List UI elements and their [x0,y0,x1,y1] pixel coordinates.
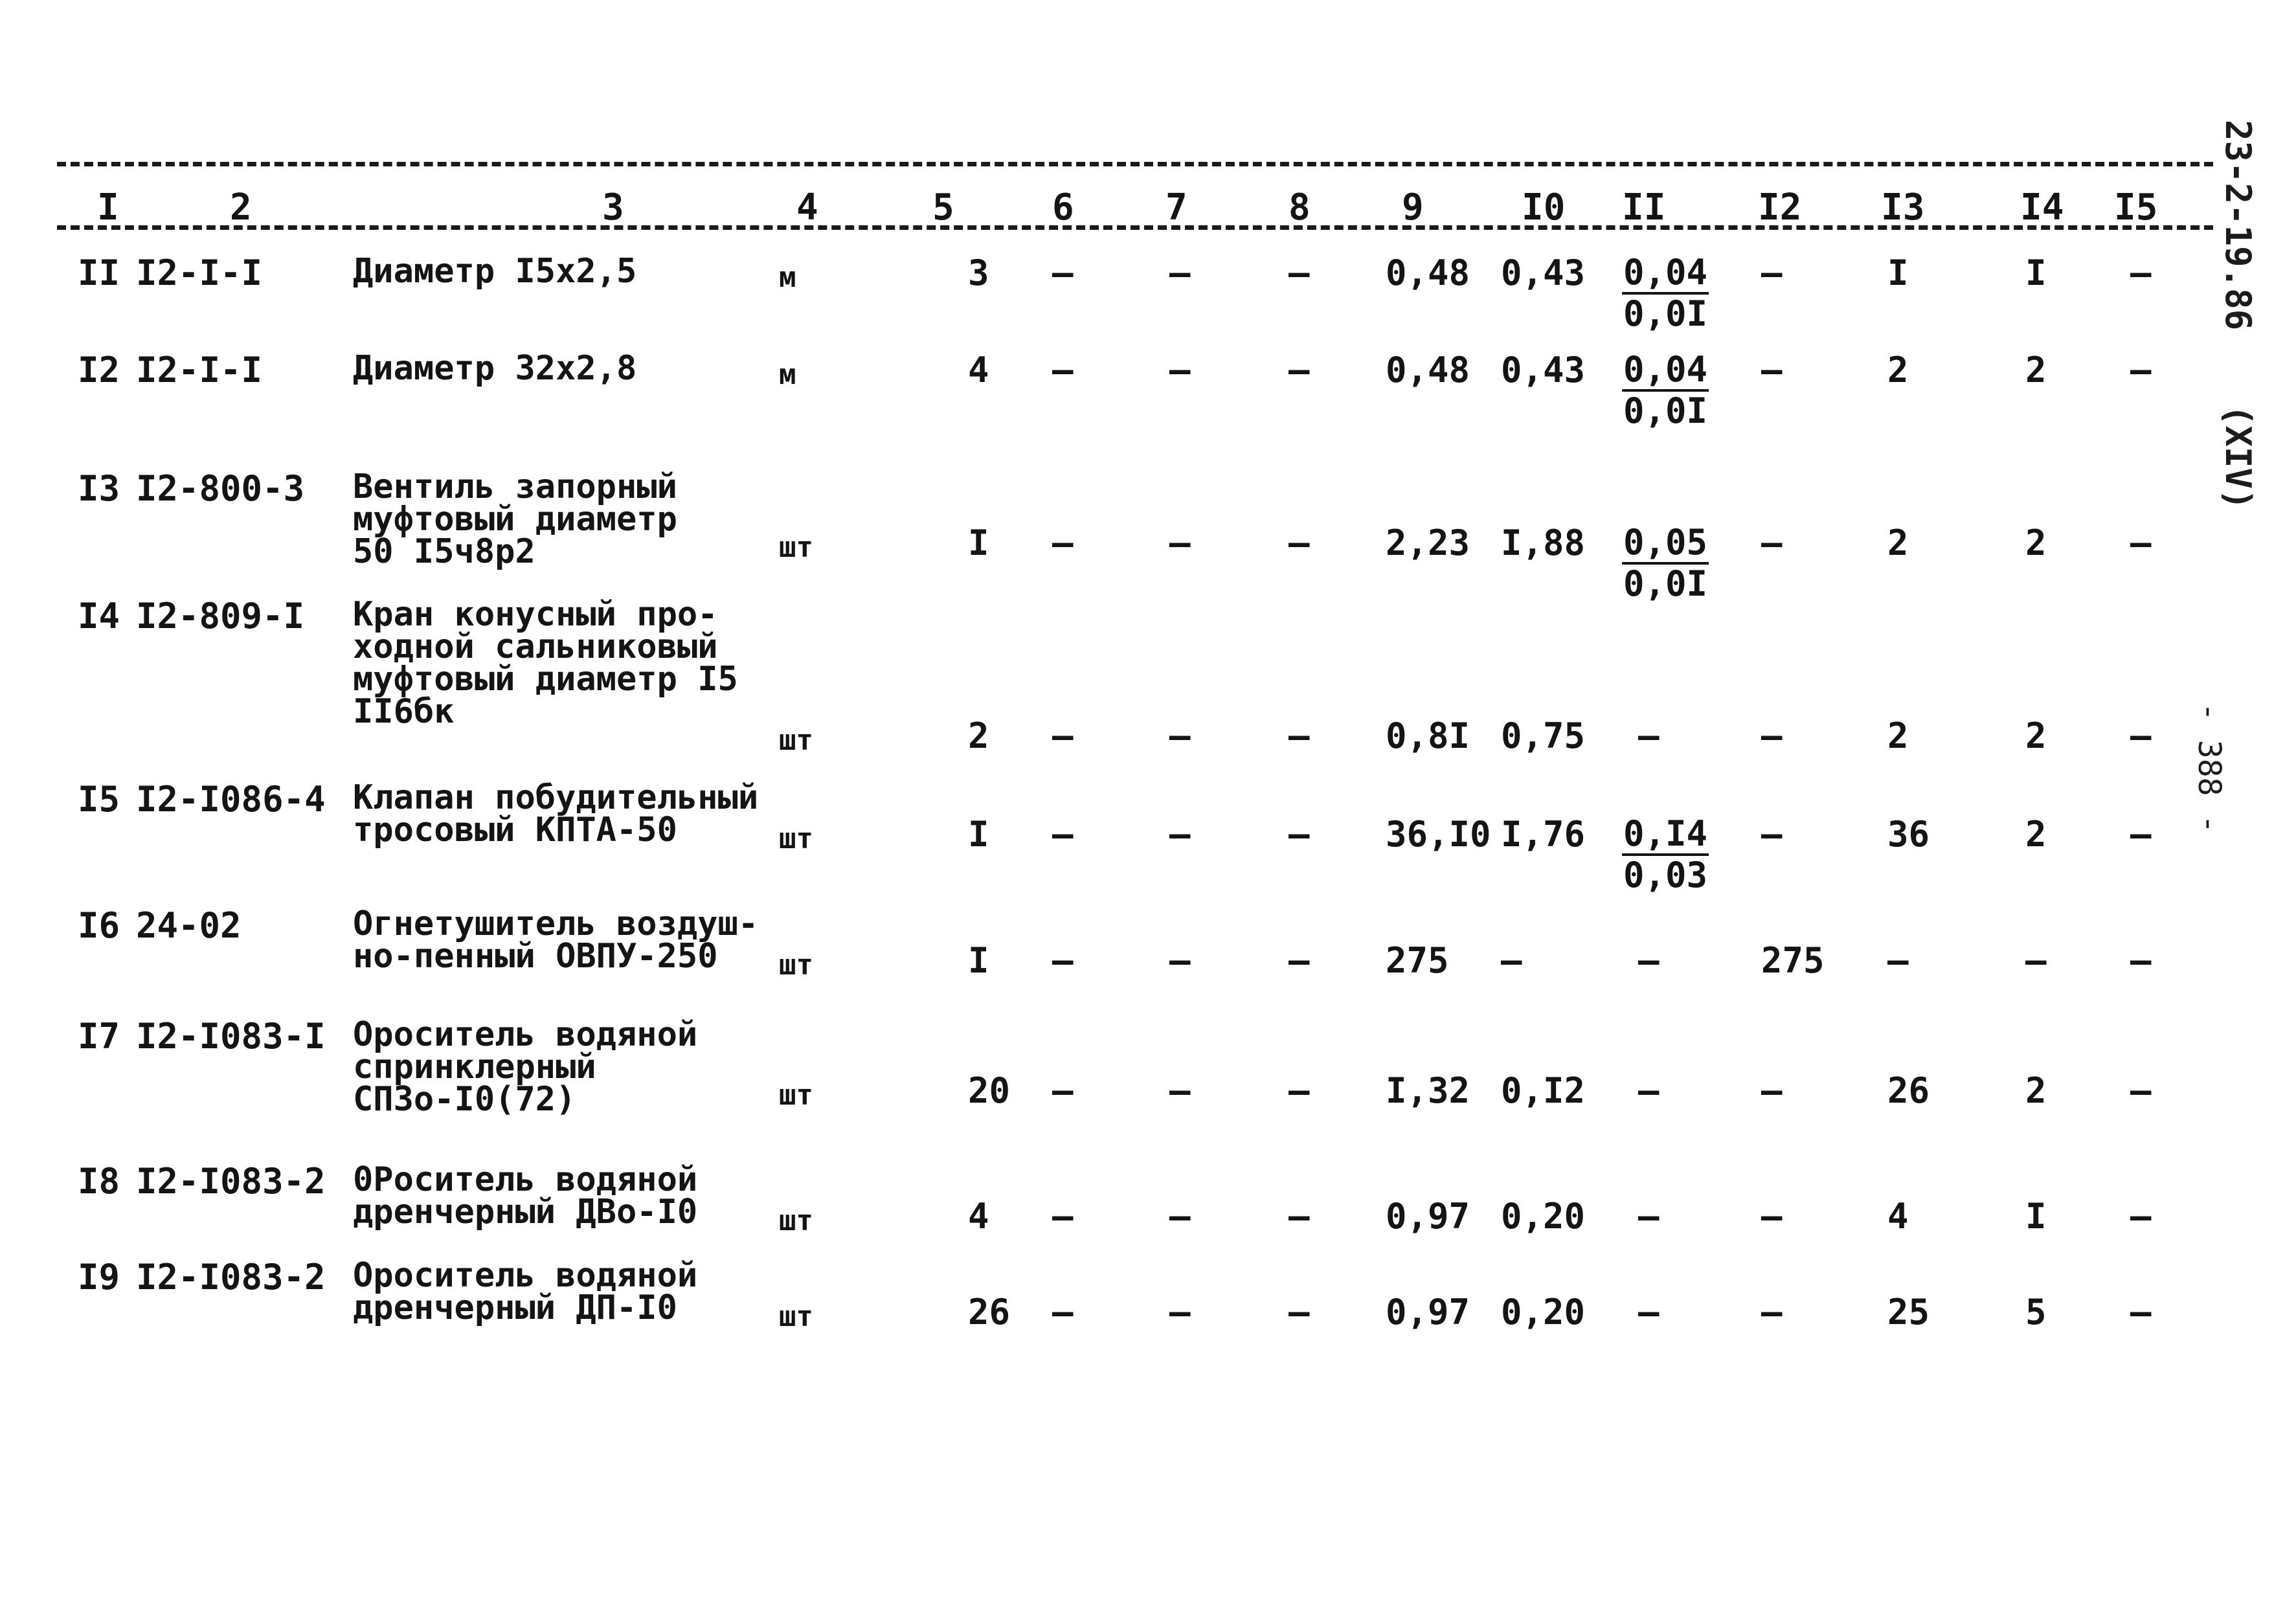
value-c9: 0,97 [1386,1292,1470,1332]
value-c10: 0,43 [1501,253,1586,293]
value-c15: – [2130,940,2152,981]
value-c10: – [1501,940,1522,981]
item-name-line: дренчерный ДП-I0 [353,1288,677,1327]
value-c7: – [1169,715,1191,756]
row-number: I7 [78,1016,120,1057]
item-name [353,595,738,731]
value-c8: – [1289,253,1310,293]
value-c8: – [1289,350,1310,390]
value-c11: – [1638,940,1660,981]
value-c12: – [1761,1292,1783,1332]
value-c9: 0,48 [1386,350,1470,390]
item-name-line: 0Роситель водяной [353,1160,698,1199]
value-c15: – [2130,253,2152,293]
value-c14: I [2025,1196,2047,1237]
margin-date: 23-2-19.86 [2218,120,2258,331]
value-c8: – [1289,814,1310,855]
value-c14: 2 [2025,350,2047,390]
value-c11-fraction [1622,253,1709,334]
item-name [353,905,759,976]
unit: шт [779,1079,813,1112]
value-c8: – [1289,1292,1310,1332]
value-c13: 36 [1887,814,1930,855]
value-c15: – [2130,1196,2152,1237]
unit: м [779,261,796,294]
item-name-line: Кран конусный про- [353,595,718,634]
value-c10: I,88 [1501,523,1586,563]
fraction-denominator: 0,0I [1623,293,1708,335]
value-c12: – [1761,253,1783,293]
unit: шт [779,822,813,855]
value-c7: – [1169,1070,1191,1111]
column-header-11: II [1622,186,1666,229]
value-c5: 2 [968,715,989,756]
value-c6: – [1052,940,1074,981]
value-c15: – [2130,350,2152,390]
value-c14: 2 [2025,1070,2047,1111]
value-c10: 0,75 [1501,715,1586,756]
value-c5: I [968,814,989,855]
value-c15: – [2130,523,2152,563]
value-c6: – [1052,350,1074,390]
item-name-line: Диаметр 32x2,8 [353,349,637,388]
margin-page: - 388 - [2191,702,2227,834]
column-header-1: I [97,186,119,229]
value-c11: – [1638,1070,1660,1111]
value-c5: 20 [968,1070,1011,1111]
value-c5: 26 [968,1292,1011,1332]
rate-code: I2-I086-4 [136,779,326,820]
item-name-line: муфтовый диаметр I5 [353,659,738,699]
value-c5: I [968,940,989,981]
unit: м [779,358,796,391]
value-c11-fraction [1622,523,1709,604]
column-header-8: 8 [1289,186,1311,229]
value-c9: 2,23 [1386,523,1470,563]
column-header-6: 6 [1052,186,1074,229]
unit: шт [779,1204,813,1237]
item-name [353,1256,698,1327]
column-header-12: I2 [1758,186,1802,229]
value-c15: – [2130,715,2152,756]
value-c12: – [1761,814,1783,855]
value-c6: – [1052,814,1074,855]
unit: шт [779,531,813,564]
row-number: I9 [78,1257,120,1298]
value-c11-fraction [1622,350,1709,431]
unit: шт [779,724,813,757]
value-c13: 2 [1887,523,1909,563]
value-c13: 25 [1887,1292,1930,1332]
item-name [353,252,637,291]
value-c10: I,76 [1501,814,1586,855]
value-c14: 5 [2025,1292,2047,1332]
rate-code: I2-I-I [136,253,263,293]
value-c15: – [2130,1292,2152,1332]
value-c10: 0,43 [1501,350,1586,390]
value-c15: – [2130,1070,2152,1111]
item-name [353,1015,698,1119]
value-c9: I,32 [1386,1070,1470,1111]
column-header-5: 5 [932,186,954,229]
value-c14: – [2025,940,2047,981]
value-c8: – [1289,715,1310,756]
item-name-line: Клапан побудительный [353,778,759,817]
item-name-line: Диаметр I5x2,5 [353,252,637,291]
row-number: I4 [78,596,120,636]
value-c7: – [1169,253,1191,293]
item-name-line: но-пенный ОВПУ-250 [353,936,718,976]
column-header-15: I5 [2114,186,2158,229]
value-c10: 0,20 [1501,1292,1586,1332]
fraction-numerator: 0,05 [1622,523,1709,565]
column-header-4: 4 [796,186,818,229]
value-c13: 4 [1887,1196,1909,1237]
value-c13: 2 [1887,350,1909,390]
value-c7: – [1169,1196,1191,1237]
value-c7: – [1169,940,1191,981]
value-c6: – [1052,523,1074,563]
unit: шт [779,949,813,982]
value-c9: 0,8I [1386,715,1470,756]
item-name [353,778,759,849]
value-c5: 3 [968,253,989,293]
table-top-rule [57,162,2213,166]
item-name-line: дренчерный ДВо-I0 [353,1192,698,1231]
item-name-line: спринклерный [353,1047,596,1086]
item-name-line: Ороситель водяной [353,1256,698,1295]
rate-code: 24-02 [136,905,242,946]
row-number: I3 [78,468,120,509]
column-header-7: 7 [1165,186,1187,229]
item-name-line: Ороситель водяной [353,1015,698,1054]
row-number: I5 [78,779,120,820]
value-c12: – [1761,1196,1783,1237]
rate-code: I2-I083-2 [136,1161,326,1202]
fraction-denominator: 0,0I [1623,563,1708,605]
value-c9: 0,97 [1386,1196,1470,1237]
unit: шт [779,1300,813,1333]
item-name [353,467,677,571]
column-header-13: I3 [1881,186,1925,229]
value-c12: – [1761,1070,1783,1111]
value-c8: – [1289,940,1310,981]
value-c6: – [1052,1070,1074,1111]
value-c13: – [1887,940,1909,981]
fraction-numerator: 0,04 [1622,350,1709,392]
value-c8: – [1289,1196,1310,1237]
value-c13: I [1887,253,1909,293]
item-name [353,349,637,388]
column-header-10: I0 [1522,186,1566,229]
column-header-9: 9 [1402,186,1424,229]
value-c11-fraction [1622,815,1709,895]
rate-code: I2-I083-2 [136,1257,326,1298]
item-name-line: муфтовый диаметр [353,499,677,539]
fraction-denominator: 0,03 [1623,855,1708,896]
value-c13: 26 [1887,1070,1930,1111]
rate-code: I2-I083-I [136,1016,326,1057]
value-c14: 2 [2025,523,2047,563]
value-c8: – [1289,523,1310,563]
value-c12: – [1761,523,1783,563]
fraction-denominator: 0,0I [1623,390,1708,432]
column-header-14: I4 [2020,186,2064,229]
value-c14: I [2025,253,2047,293]
value-c6: – [1052,1292,1074,1332]
value-c9: 36,I0 [1386,814,1491,855]
value-c6: – [1052,1196,1074,1237]
item-name-line: СПЗо-I0(72) [353,1079,576,1119]
value-c7: – [1169,814,1191,855]
value-c7: – [1169,350,1191,390]
item-name-line: ходной сальниковый [353,627,718,666]
fraction-numerator: 0,I4 [1622,815,1709,856]
value-c14: 2 [2025,715,2047,756]
value-c12: – [1761,350,1783,390]
value-c5: I [968,523,989,563]
rate-code: I2-809-I [136,596,305,636]
value-c11: – [1638,1196,1660,1237]
value-c11: – [1638,1292,1660,1332]
column-header-2: 2 [230,186,252,229]
value-c13: 2 [1887,715,1909,756]
item-name-line: II6бк [353,691,455,731]
value-c6: – [1052,715,1074,756]
column-header-3: 3 [602,186,624,229]
row-number: I2 [78,350,120,390]
value-c10: 0,20 [1501,1196,1586,1237]
rate-code: I2-I-I [136,350,263,390]
rate-code: I2-800-3 [136,468,305,509]
value-c12: – [1761,715,1783,756]
value-c7: – [1169,523,1191,563]
row-number: I6 [78,905,120,946]
value-c11: – [1638,715,1660,756]
item-name-line: Огнетушитель воздуш- [353,905,759,943]
value-c9: 0,48 [1386,253,1470,293]
row-number: I8 [78,1161,120,1202]
value-c6: – [1052,253,1074,293]
value-c10: 0,I2 [1501,1070,1586,1111]
value-c7: – [1169,1292,1191,1332]
item-name-line: 50 I5ч8р2 [353,532,535,571]
margin-section: (XIV) [2218,405,2258,510]
value-c8: – [1289,1070,1310,1111]
value-c5: 4 [968,350,989,390]
value-c14: 2 [2025,814,2047,855]
item-name-line: тросовый КПТА-50 [353,810,677,849]
item-name-line: Вентиль запорный [353,467,677,506]
item-name [353,1160,698,1231]
value-c9: 275 [1386,940,1449,981]
value-c15: – [2130,814,2152,855]
fraction-numerator: 0,04 [1622,253,1709,295]
value-c5: 4 [968,1196,989,1237]
row-number: II [78,253,120,293]
value-c12: 275 [1761,940,1825,981]
